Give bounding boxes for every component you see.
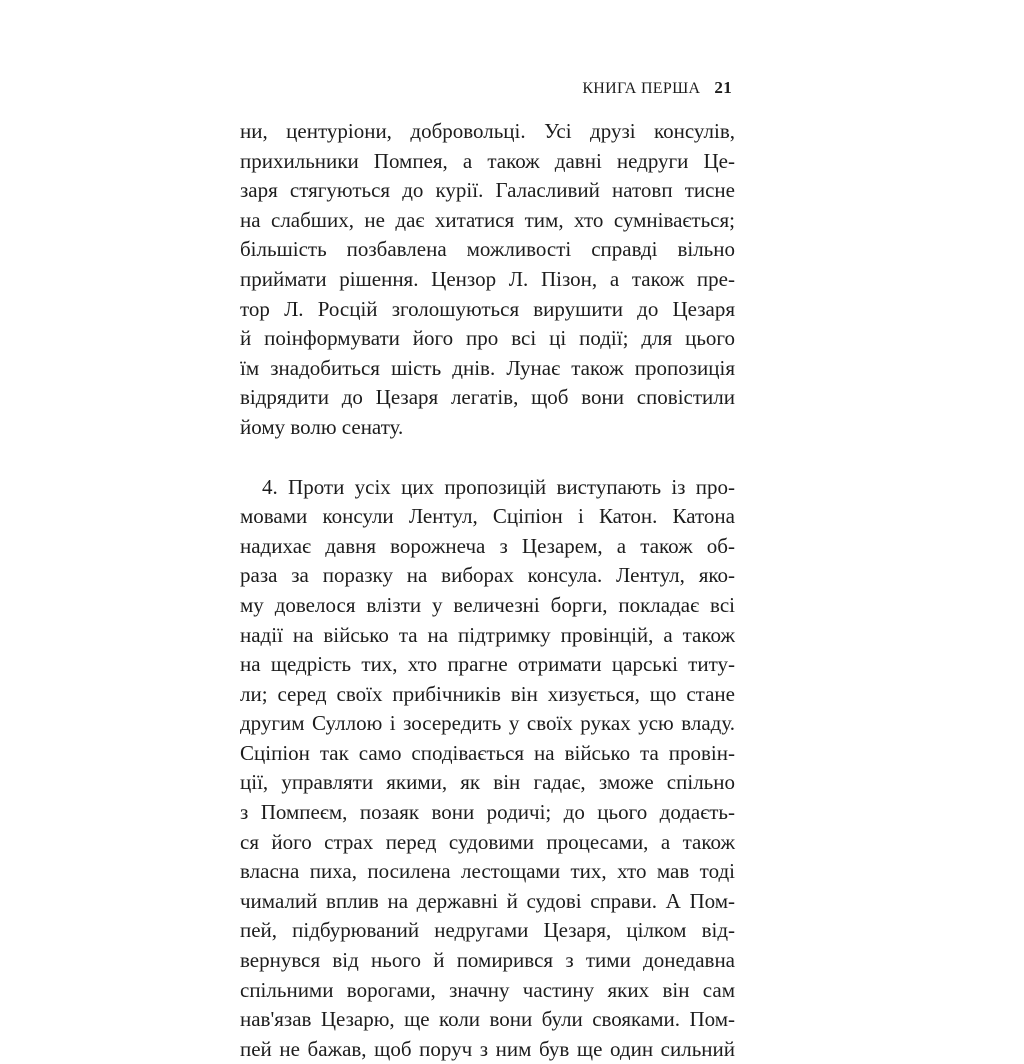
text-line: на слабших, не дає хитатися тим, хто сумнівається; (240, 207, 735, 232)
text-line: раза за поразку на виборах консула. Лентул, яко- (240, 563, 735, 588)
text-line: надихає давня ворожнеча з Цезарем, а також об- (240, 533, 735, 558)
text-line: чималий вплив на державні й судові справи. А Пом- (240, 888, 735, 913)
running-head (582, 77, 732, 100)
text-line: відрядити до Цезаря легатів, щоб вони сповістили (240, 385, 735, 410)
paragraph-section-4 (240, 473, 735, 1064)
text-line: Сціпіон так само сподівається на військо та провін- (240, 740, 735, 765)
text-line: му довелося влізти у величезні борги, покладає всі (240, 592, 735, 617)
text-line: мовами консули Лентул, Сціпіон і Катон. Катона (240, 504, 735, 529)
running-title: КНИГА ПЕРША (582, 80, 701, 97)
text-line: тор Л. Росцій зголошуються вирушити до Цезаря (240, 296, 735, 321)
paragraph-gap (240, 443, 735, 473)
text-line: йому волю сенату. (240, 414, 404, 439)
text-line: більшість позбавлена можливості справді вільно (240, 237, 735, 262)
text-line: нав'язав Цезарю, ще коли вони були свояками. Пом- (240, 1007, 735, 1032)
text-line: другим Суллою і зосередить у своїх руках усю владу. (240, 711, 735, 736)
text-line: прихильники Помпея, а також давні недруги Це- (240, 148, 735, 173)
text-line: заря стягуються до курії. Галасливий натовп тисне (240, 178, 735, 203)
text-line: ли; серед своїх прибічників він хизується, що стане (240, 681, 735, 706)
text-line: їм знадобиться шість днів. Лунає також пропозиція (240, 355, 735, 380)
text-line: вернувся від нього й помирився з тими донедавна (240, 948, 735, 973)
text-line: ся його страх перед судовими процесами, а також (240, 829, 735, 854)
text-line: спільними ворогами, значну частину яких він сам (240, 977, 735, 1002)
text-line: з Помпеєм, позаяк вони родичі; до цього додаєть- (240, 800, 735, 825)
text-line: пей, підбурюваний недругами Цезаря, цілком від- (240, 918, 735, 943)
text-line: на щедрість тих, хто прагне отримати царські титу- (240, 652, 735, 677)
body-text (240, 117, 735, 1064)
text-line: 4. Проти усіх цих пропозицій виступають із про- (262, 474, 735, 499)
text-line: пей не бажав, щоб поруч з ним був ще один сильний (240, 1036, 735, 1061)
text-line: власна пиха, посилена лестощами тих, хто мав тоді (240, 859, 735, 884)
text-line: приймати рішення. Цензор Л. Пізон, а також пре- (240, 266, 735, 291)
page-number: 21 (714, 78, 732, 97)
text-line: й поінформувати його про всі ці події; для цього (240, 326, 735, 351)
paragraph-continued (240, 117, 735, 443)
text-line: ни, центуріони, добровольці. Усі друзі консулів, (240, 119, 735, 143)
text-line: ції, управляти якими, як він гадає, зможе спільно (240, 770, 735, 795)
text-line: надії на військо та на підтримку провінцій, а також (240, 622, 735, 647)
